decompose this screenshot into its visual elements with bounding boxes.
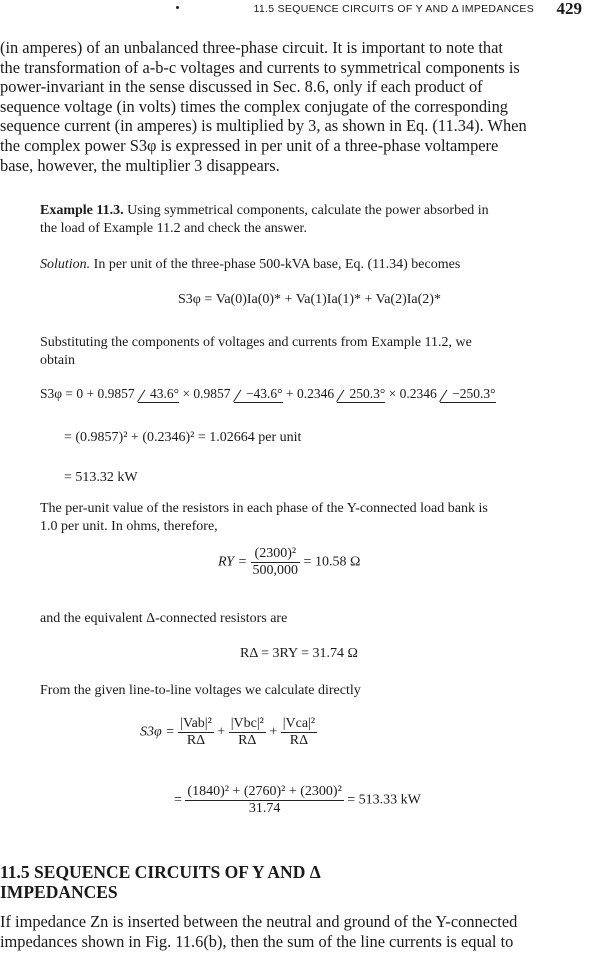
direct-line: From the given line-to-line voltages we calculate directly: [40, 683, 361, 698]
s3-term-2-den: RΔ: [238, 733, 257, 748]
delta-text: [40, 610, 580, 628]
para-line: sequence current (in amperes) is multiplied by 3, as shown in Eq. (11.34). When: [0, 116, 527, 136]
ry-numerator: (2300)²: [251, 546, 301, 563]
equation-substituted: [40, 386, 496, 403]
equation-per-unit: = (0.9857)² + (0.2346)² = 1.02664 per unit: [64, 430, 302, 445]
subst-line: Substituting the components of voltages and currents from Example 11.2, we: [40, 335, 472, 350]
s3-term-3-den: RΔ: [289, 733, 309, 748]
final-denominator: 31.74: [248, 801, 281, 816]
solution-line: [40, 256, 580, 274]
section-body: [0, 912, 600, 951]
s3-term-2: [229, 716, 266, 749]
s3-term-2-num: |Vbc|²: [230, 716, 264, 731]
equation-s3phi: S3φ = $\frac{\text{|Vab|²}}{R\Delta}$ + $\frac{\text{|Vbc|²}}{R\Delta}$ + $\frac{\text{|Vca|²}}{R\Delta}$: [140, 716, 316, 748]
equation-final: = $\frac{\text{(1840)² + (2760)² + (2300)²}}{31.74}$ = 513.33 kW: [174, 784, 421, 816]
section-line: If impedance Zn is inserted between the neutral and ground of the Y-connected: [0, 912, 518, 931]
angle-3: 250.3°: [337, 386, 385, 403]
page-number: 429: [556, 0, 582, 18]
ry-lhs: RY =: [218, 554, 248, 570]
para-line: base, however, the multiplier 3 disappears.: [0, 155, 280, 175]
angle-1: 43.6°: [138, 386, 179, 403]
angle-2: −43.6°: [234, 386, 283, 403]
para-line: (in amperes) of an unbalanced three-phase circuit. It is important to note that: [0, 38, 503, 57]
para-line: the transformation of a-b-c voltages and currents to symmetrical components is: [0, 57, 520, 77]
final-fraction: [185, 784, 343, 817]
per-unit-line: 1.0 per unit. In ohms, therefore,: [40, 519, 218, 534]
angle-4: −250.3°: [440, 386, 495, 403]
example-text: the load of Example 11.2 and check the answer.: [40, 221, 307, 236]
ry-rhs: = 10.58 Ω: [303, 554, 361, 570]
direct-text: [40, 682, 580, 700]
s3-term-3-num: |Vca|²: [282, 716, 316, 731]
eq2-mid3: × 0.2346: [388, 386, 437, 401]
stray-mark: [176, 6, 179, 9]
solution-text: In per unit of the three-phase 500-kVA base, Eq. (11.34) becomes: [93, 257, 461, 272]
s3-term-1: [178, 716, 214, 749]
section-heading-line: 11.5 SEQUENCE CIRCUITS OF Y AND Δ: [0, 862, 321, 882]
eq2-lhs: S3φ = 0 + 0.9857: [40, 386, 135, 401]
s3-term-1-num: |Vab|²: [180, 716, 212, 731]
per-unit-text: [40, 500, 580, 536]
substitution-text: [40, 334, 580, 370]
para-line: sequence voltage (in volts) times the complex conjugate of the corresponding: [0, 96, 508, 116]
example-statement: [40, 202, 580, 238]
per-unit-line: The per-unit value of the resistors in each phase of the Y-connected load bank is: [40, 501, 488, 516]
eq2-mid2: + 0.2346: [285, 386, 335, 401]
solution-label: Solution.: [40, 257, 91, 272]
s3-term-1-den: RΔ: [186, 733, 206, 748]
s3-term-3: [281, 716, 317, 749]
equation-rdelta: RΔ = 3RY = 31.74 Ω: [240, 646, 358, 661]
ry-denominator: 500,000: [252, 563, 299, 578]
equation-ry: [218, 546, 360, 579]
final-numerator: (1840)² + (2760)² + (2300)²: [187, 784, 342, 799]
final-rhs: = 513.33 kW: [347, 792, 421, 808]
running-header: [0, 0, 600, 22]
subst-line: obtain: [40, 353, 75, 368]
equation-power-sum: S3φ = Va(0)Ia(0)* + Va(1)Ia(1)* + Va(2)Ia(2)*: [178, 292, 441, 307]
example-text: Using symmetrical components, calculate the power absorbed in: [127, 203, 489, 218]
eq2-mid1: × 0.9857: [182, 386, 231, 401]
s3-lhs: S3φ =: [140, 724, 175, 740]
delta-line: and the equivalent Δ-connected resistors are: [40, 611, 288, 626]
section-heading-line: IMPEDANCES: [0, 882, 118, 902]
section-line: impedances shown in Fig. 11.6(b), then the sum of the line currents is equal to: [0, 931, 514, 951]
equation-kw: = 513.32 kW: [64, 470, 138, 485]
para-line: power-invariant in the sense discussed in Sec. 8.6, only if each product of: [0, 77, 483, 97]
ry-fraction: [251, 546, 301, 579]
section-heading: [0, 862, 600, 902]
running-title: 11.5 SEQUENCE CIRCUITS OF Y AND Δ IMPEDANCES: [253, 3, 534, 15]
example-label: Example 11.3.: [40, 203, 124, 218]
para-line: the complex power S3φ is expressed in per unit of a three-phase voltampere: [0, 135, 499, 155]
intro-paragraph: [0, 38, 600, 175]
